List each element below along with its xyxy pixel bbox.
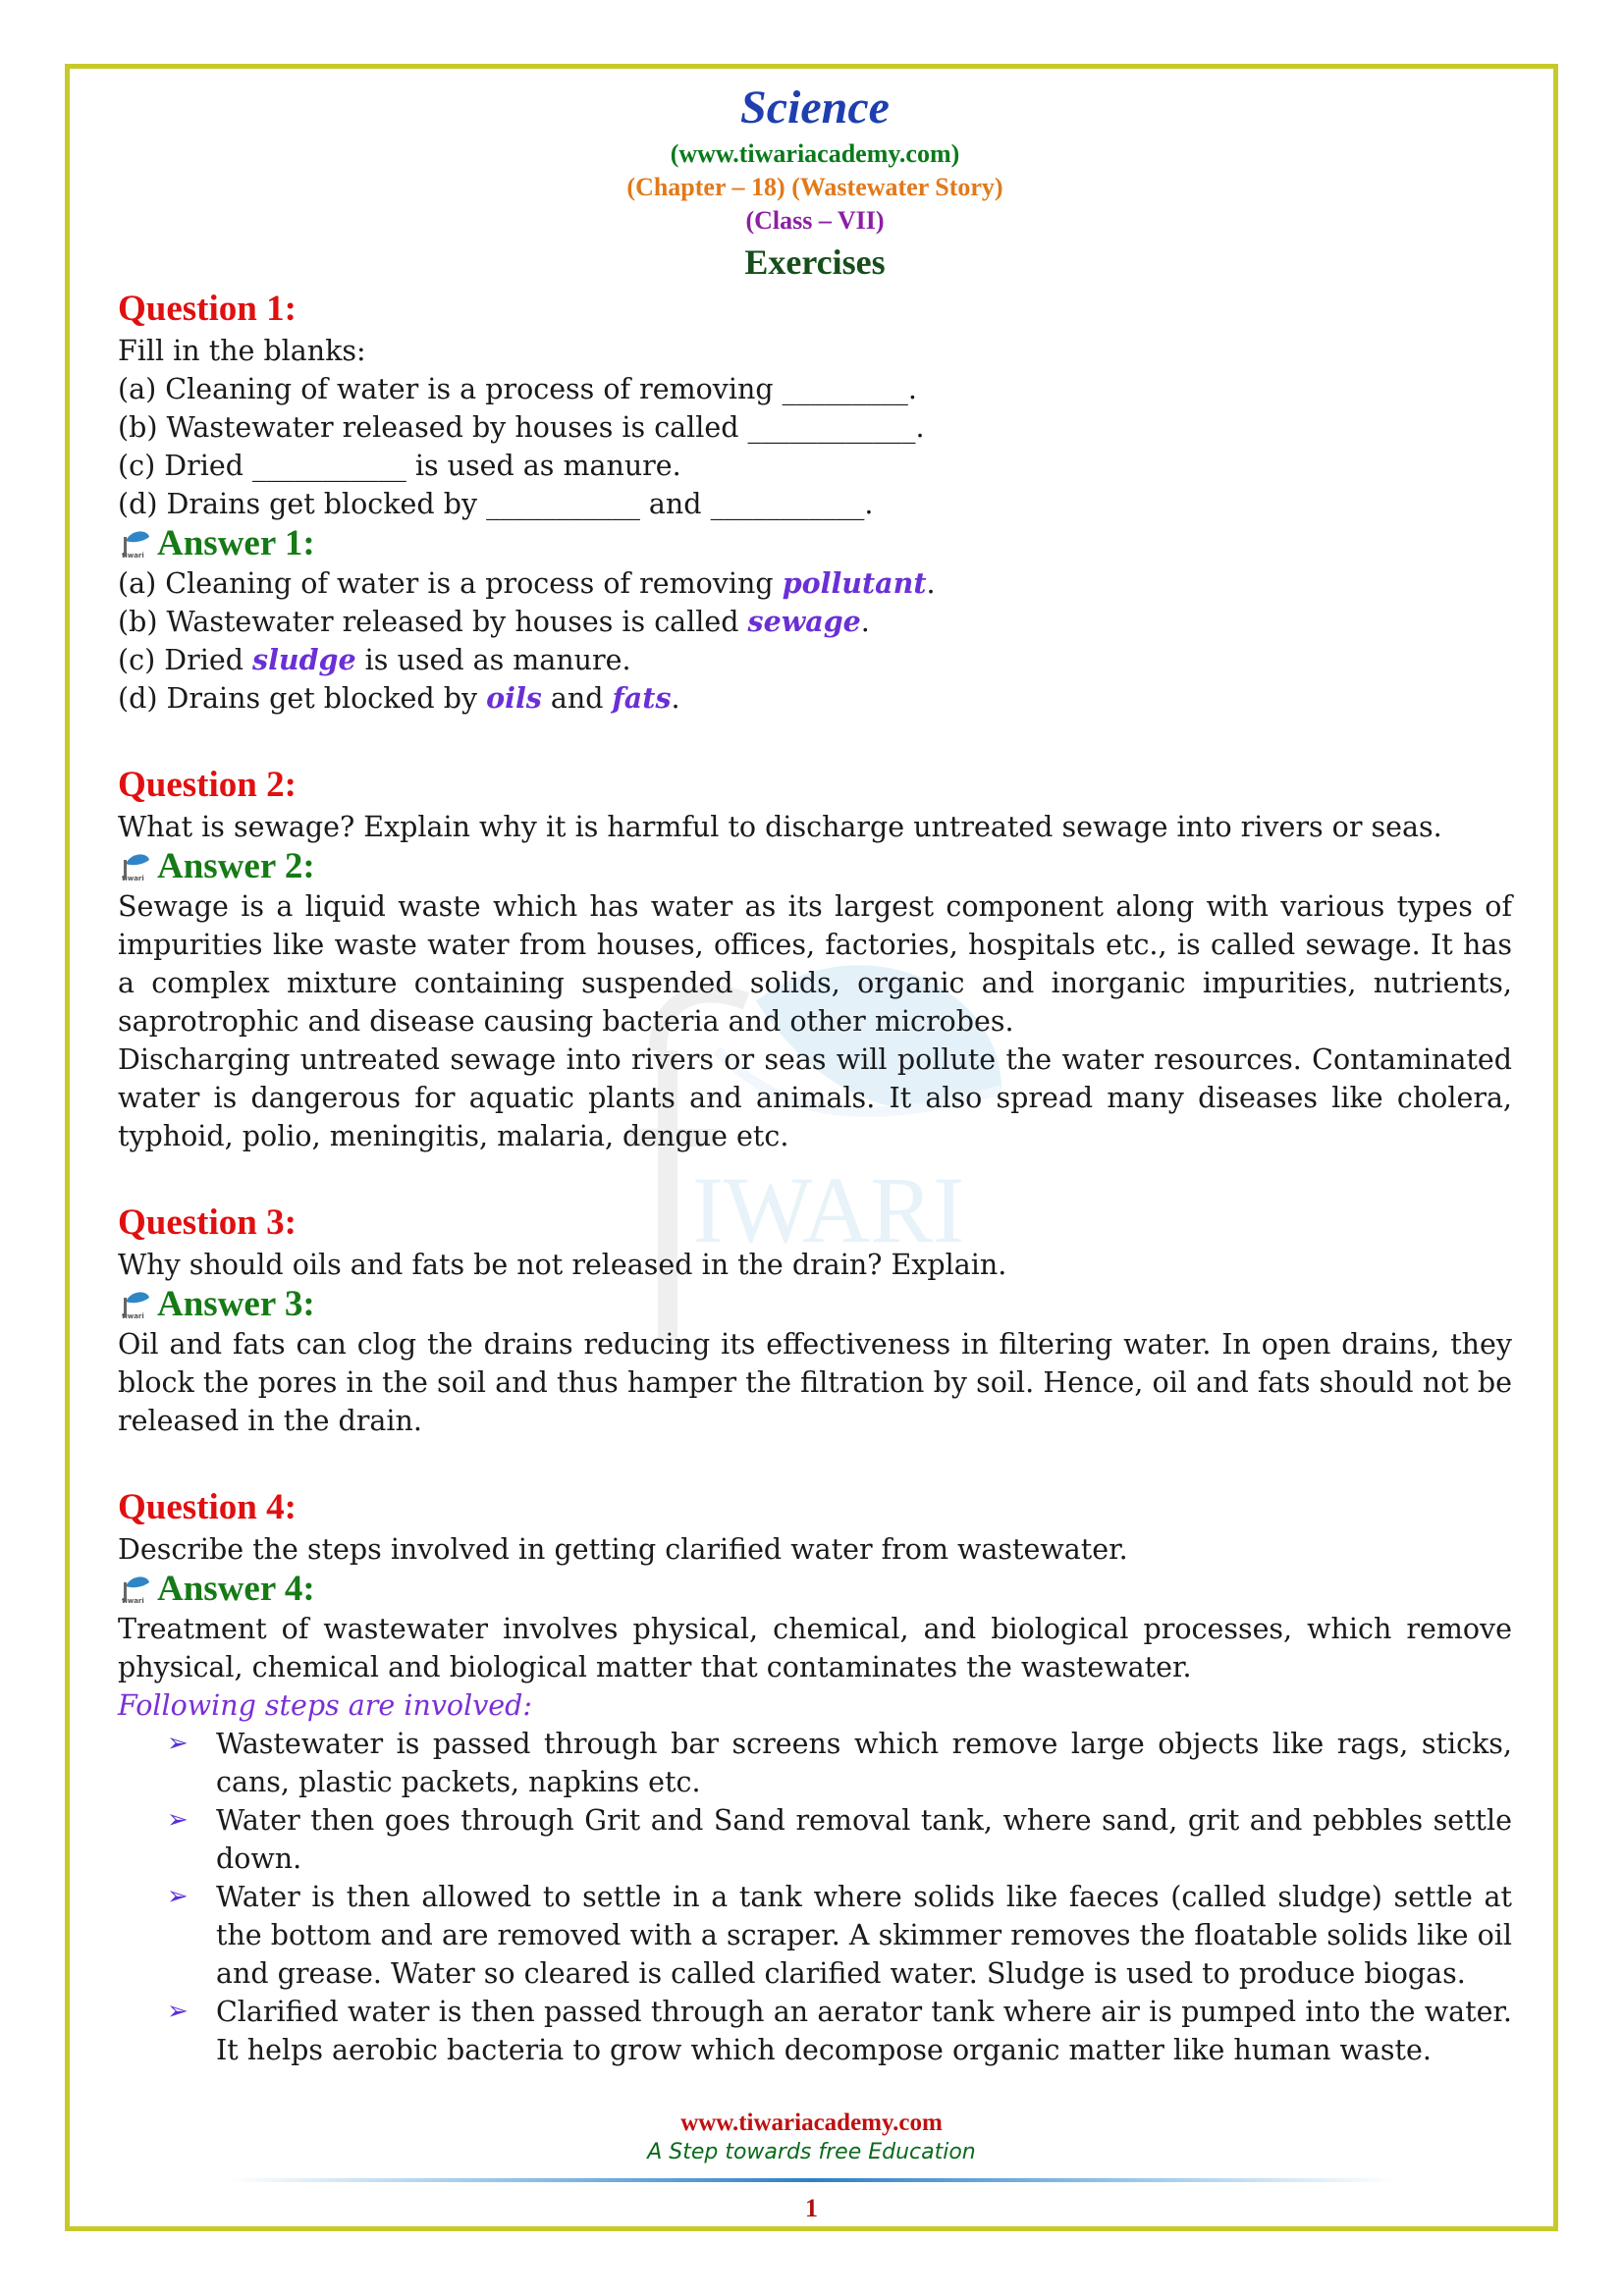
tiwari-logo-icon xyxy=(118,1288,151,1321)
answer-1-b xyxy=(118,603,1512,641)
question-1-item-b: (b) Wastewater released by houses is called ____________. xyxy=(118,411,925,444)
answer-4-paragraph: Treatment of wastewater involves physical, chemical, and biological processes, which remove physical, chemical and biological matter that contaminates the wastewater. xyxy=(118,1613,1512,1683)
answer-2-paragraph-2: Discharging untreated sewage into rivers or seas will pollute the water resources. Contaminated water is dangerous for aquatic plants and animals. It also spread many diseases like cholera, typhoid, polio, meningitis, malaria, dengue etc. xyxy=(118,1043,1512,1152)
answer-1-d-text: (d) Drains get blocked by xyxy=(118,682,487,715)
answer-1-a-text: (a) Cleaning of water is a process of removing xyxy=(118,567,783,600)
steps-label: Following steps are involved: xyxy=(118,1689,533,1722)
page-number: 1 xyxy=(805,2194,818,2222)
answer-1-c-keyword: sludge xyxy=(252,643,356,676)
answer-2-paragraph-1: Sewage is a liquid waste which has water as its largest component along with various types of impurities like waste water from houses, offices, factories, hospitals etc., is called sewage. It has a complex mixture containing suspended solids, organic and inorganic impurities, nutrients, saprotrophic and disease causing bacteria and other microbes. xyxy=(118,890,1512,1038)
answer-1-d xyxy=(118,679,1512,718)
icon-label: tiwari xyxy=(122,552,144,560)
icon-label: tiwari xyxy=(122,875,144,882)
list-item xyxy=(167,1993,1512,2069)
question-1-item-c: (c) Dried ___________ is used as manure. xyxy=(118,450,681,482)
answer-4-title xyxy=(118,1569,1512,1610)
page-header xyxy=(118,79,1512,287)
answer-1-d-keyword-1: oils xyxy=(486,681,542,715)
spacer xyxy=(118,1440,1512,1473)
answer-1-d-end: . xyxy=(671,682,680,715)
page-footer xyxy=(0,2109,1623,2167)
answer-1-a-end: . xyxy=(926,567,936,600)
list-item xyxy=(167,1801,1512,1878)
answer-1-label: Answer 1: xyxy=(157,523,315,563)
answer-2-title xyxy=(118,846,1512,887)
answer-1-d-mid: and xyxy=(541,682,613,715)
question-4-title: Question 4: xyxy=(118,1487,297,1527)
answer-1-c-text: (c) Dried xyxy=(118,644,253,676)
answer-1-b-end: . xyxy=(860,606,870,638)
spacer xyxy=(118,1155,1512,1189)
question-1-item-a: (a) Cleaning of water is a process of removing _________. xyxy=(118,373,917,405)
question-3-text: Why should oils and fats be not released in the drain? Explain. xyxy=(118,1249,1007,1281)
answer-3-title xyxy=(118,1284,1512,1325)
answer-1-title xyxy=(118,523,1512,564)
header-chapter: (Chapter – 18) (Wastewater Story) xyxy=(626,173,1003,201)
answer-1-d-keyword-2: fats xyxy=(612,681,672,715)
list-item xyxy=(167,1878,1512,1993)
arrow-bullet-icon: ➢ xyxy=(167,1805,189,1835)
footer-site-link[interactable]: www.tiwariacademy.com xyxy=(680,2109,943,2136)
steps-list xyxy=(118,1725,1512,2069)
watermark-text: IWARI xyxy=(692,1157,965,1262)
header-site: (www.tiwariacademy.com) xyxy=(670,139,960,168)
footer-divider xyxy=(228,2178,1396,2182)
answer-1-c-end: is used as manure. xyxy=(355,644,631,676)
answer-1-b-keyword: sewage xyxy=(747,605,861,638)
step-text: Water then goes through Grit and Sand removal tank, where sand, grit and pebbles settle down. xyxy=(216,1804,1512,1875)
answer-2-label: Answer 2: xyxy=(157,846,315,886)
footer-tagline: A Step towards free Education xyxy=(647,2140,976,2164)
section-title: Exercises xyxy=(744,242,886,282)
arrow-bullet-icon: ➢ xyxy=(167,1729,189,1758)
question-1-item-d: (d) Drains get blocked by ___________ and ___________. xyxy=(118,488,874,520)
tiwari-logo-icon xyxy=(118,527,151,561)
step-text: Clarified water is then passed through an aerator tank where air is pumped into the water. It helps aerobic bacteria to grow which decompose organic matter like human waste. xyxy=(216,1996,1512,2066)
answer-1-a-keyword: pollutant xyxy=(782,566,927,600)
step-text: Water is then allowed to settle in a tank where solids like faeces (called sludge) settle at the bottom and are removed with a scraper. A skimmer removes the floatable solids like oil and grease. Water so cleared is called clarified water. Sludge is used to produce biogas. xyxy=(216,1881,1512,1990)
answer-3-paragraph: Oil and fats can clog the drains reducing its effectiveness in filtering water. In open drains, they block the pores in the soil and thus hamper the filtration by soil. Hence, oil and fats should not be released in the drain. xyxy=(118,1328,1512,1437)
question-1-intro: Fill in the blanks: xyxy=(118,335,366,367)
answer-3-label: Answer 3: xyxy=(157,1284,315,1324)
icon-label: tiwari xyxy=(122,1597,144,1605)
question-2-title: Question 2: xyxy=(118,765,297,805)
header-class: (Class – VII) xyxy=(745,206,885,235)
tiwari-logo-icon xyxy=(118,1573,151,1606)
question-3-title: Question 3: xyxy=(118,1202,297,1243)
icon-label: tiwari xyxy=(122,1312,144,1320)
answer-1-a xyxy=(118,564,1512,603)
question-4-text: Describe the steps involved in getting clarified water from wastewater. xyxy=(118,1533,1128,1566)
document-body xyxy=(118,79,1512,2069)
list-item xyxy=(167,1725,1512,1801)
question-1-title: Question 1: xyxy=(118,289,297,329)
answer-1-c xyxy=(118,641,1512,679)
page-title: Science xyxy=(740,81,890,133)
answer-1-b-text: (b) Wastewater released by houses is called xyxy=(118,606,748,638)
spacer xyxy=(118,718,1512,751)
arrow-bullet-icon: ➢ xyxy=(167,1997,189,2026)
question-2-text: What is sewage? Explain why it is harmful to discharge untreated sewage into rivers or seas. xyxy=(118,811,1442,843)
step-text: Wastewater is passed through bar screens which remove large objects like rags, sticks, cans, plastic packets, napkins etc. xyxy=(216,1728,1512,1798)
tiwari-logo-icon xyxy=(118,850,151,883)
arrow-bullet-icon: ➢ xyxy=(167,1882,189,1911)
answer-4-label: Answer 4: xyxy=(157,1569,315,1609)
